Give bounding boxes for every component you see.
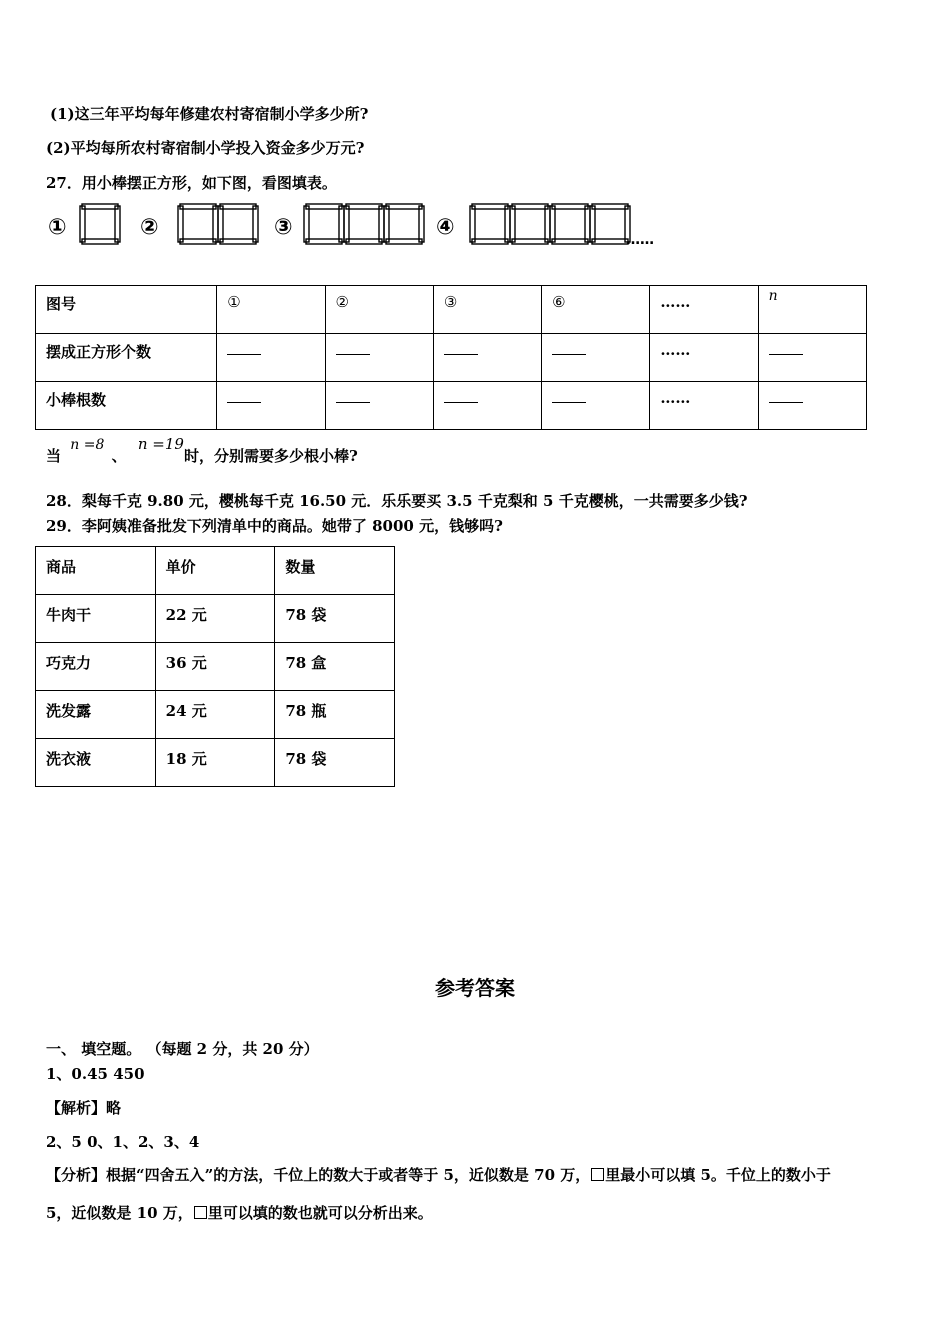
stick <box>180 239 216 244</box>
sticks-table <box>35 285 867 430</box>
table-row <box>36 739 395 787</box>
table-cell <box>325 382 433 430</box>
stick <box>344 206 349 242</box>
stick <box>386 204 422 209</box>
answer-blank[interactable] <box>769 390 803 403</box>
table-header-cell: 商品 <box>36 547 156 595</box>
stick <box>306 204 342 209</box>
stick-squares-figure <box>40 196 680 250</box>
answers-title: 参考答案 <box>435 976 515 1000</box>
stick <box>304 206 309 242</box>
stick <box>472 239 508 244</box>
stick <box>472 204 508 209</box>
table-cell: …… <box>650 382 758 430</box>
table-cell: 18 元 <box>155 739 275 787</box>
figure-label-2: ② <box>140 215 159 240</box>
table-header-cell: ③ <box>433 286 541 334</box>
answer-1-note: 【解析】略 <box>46 1099 122 1117</box>
table-cell: 78 袋 <box>275 739 395 787</box>
stick <box>306 239 342 244</box>
stick <box>592 239 628 244</box>
table-cell <box>217 382 325 430</box>
figure-label-4: ④ <box>436 215 455 240</box>
table-row <box>36 547 395 595</box>
stick <box>590 206 595 242</box>
stick <box>512 239 548 244</box>
stick <box>253 206 258 242</box>
table-cell <box>542 382 650 430</box>
stick <box>82 204 118 209</box>
stick <box>512 204 548 209</box>
stick <box>550 206 555 242</box>
table-row <box>36 595 395 643</box>
question-28: 28．梨每千克 9.80 元，樱桃每千克 16.50 元．乐乐要买 3.5 千克梨和 5 千克樱桃，一共需要多少钱? <box>46 492 748 510</box>
figure-label-1: ① <box>48 215 67 240</box>
stick <box>220 204 256 209</box>
question-27-stem: 27．用小棒摆正方形，如下图，看图填表。 <box>46 174 337 192</box>
table-row <box>36 643 395 691</box>
table-cell <box>758 382 866 430</box>
stick <box>592 204 628 209</box>
table-header-cell: n <box>758 286 866 334</box>
stick <box>510 206 515 242</box>
stick <box>346 239 382 244</box>
table-row <box>36 382 867 430</box>
answer-2-analysis-line2: 5，近似数是 10 万， 里可以填的数也就可以分析出来。 <box>46 1204 433 1222</box>
stick <box>346 204 382 209</box>
answer-blank[interactable] <box>227 342 261 355</box>
stick <box>82 239 118 244</box>
answer-blank[interactable] <box>227 390 261 403</box>
table-cell <box>542 334 650 382</box>
table-header-cell: ① <box>217 286 325 334</box>
table-cell: 36 元 <box>155 643 275 691</box>
table-cell: 巧克力 <box>36 643 156 691</box>
table-cell <box>433 334 541 382</box>
answer-blank[interactable] <box>552 342 586 355</box>
table-cell: 小棒根数 <box>36 382 217 430</box>
table-row <box>36 286 867 334</box>
stick <box>379 206 384 242</box>
stick <box>386 239 422 244</box>
table-cell: 78 袋 <box>275 595 395 643</box>
table-cell: 洗发露 <box>36 691 156 739</box>
answer-blank[interactable] <box>336 342 370 355</box>
table-cell <box>758 334 866 382</box>
question-29-stem: 29．李阿姨准备批发下列清单中的商品。她带了 8000 元，钱够吗? <box>46 517 503 535</box>
table-row <box>36 334 867 382</box>
table-header-cell: ② <box>325 286 433 334</box>
stick <box>552 204 588 209</box>
table-cell: 摆成正方形个数 <box>36 334 217 382</box>
question-27-followup: 当 n =8 、 n =19时，分别需要多少根小棒? <box>46 435 358 465</box>
answers-section-1: 一、 填空题。 （每题 2 分，共 20 分） <box>46 1040 319 1058</box>
table-cell: 22 元 <box>155 595 275 643</box>
table-cell: 洗衣液 <box>36 739 156 787</box>
table-cell <box>433 382 541 430</box>
blank-box-icon <box>591 1168 604 1181</box>
question-26-sub1: (1)这三年平均每年修建农村寄宿制小学多少所? <box>50 105 369 123</box>
answer-2-analysis-line1: 【分析】根据“四舍五入”的方法，千位上的数大于或者等于 5，近似数是 70 万， 里最小可以填 5。千位上的数小于 <box>46 1166 831 1184</box>
table-header-cell: …… <box>650 286 758 334</box>
stick <box>419 206 424 242</box>
stick <box>178 206 183 242</box>
table-header-cell: 数量 <box>275 547 395 595</box>
answer-blank[interactable] <box>444 390 478 403</box>
stick <box>505 206 510 242</box>
table-header-cell: ⑥ <box>542 286 650 334</box>
figure-ellipsis: …… <box>626 232 654 248</box>
table-header-cell: 图号 <box>36 286 217 334</box>
stick <box>552 239 588 244</box>
stick <box>115 206 120 242</box>
stick <box>213 206 218 242</box>
answer-blank[interactable] <box>552 390 586 403</box>
figure-label-3: ③ <box>274 215 293 240</box>
answer-blank[interactable] <box>444 342 478 355</box>
answer-2: 2、5 0、1、2、3、4 <box>46 1133 200 1151</box>
stick <box>218 206 223 242</box>
stick <box>545 206 550 242</box>
stick <box>180 204 216 209</box>
stick <box>339 206 344 242</box>
table-cell: 78 瓶 <box>275 691 395 739</box>
table-header-cell: 单价 <box>155 547 275 595</box>
stick <box>585 206 590 242</box>
stick <box>470 206 475 242</box>
blank-box-icon <box>194 1206 207 1219</box>
table-cell: …… <box>650 334 758 382</box>
table-cell <box>217 334 325 382</box>
stick <box>220 239 256 244</box>
table-row <box>36 691 395 739</box>
goods-table <box>35 546 395 787</box>
question-26-sub2: (2)平均每所农村寄宿制小学投入资金多少万元? <box>46 139 365 157</box>
stick <box>384 206 389 242</box>
table-cell <box>325 334 433 382</box>
answer-1: 1、0.45 450 <box>46 1065 145 1083</box>
answer-blank[interactable] <box>336 390 370 403</box>
stick <box>80 206 85 242</box>
table-cell: 78 盒 <box>275 643 395 691</box>
answer-blank[interactable] <box>769 342 803 355</box>
table-cell: 牛肉干 <box>36 595 156 643</box>
table-cell: 24 元 <box>155 691 275 739</box>
